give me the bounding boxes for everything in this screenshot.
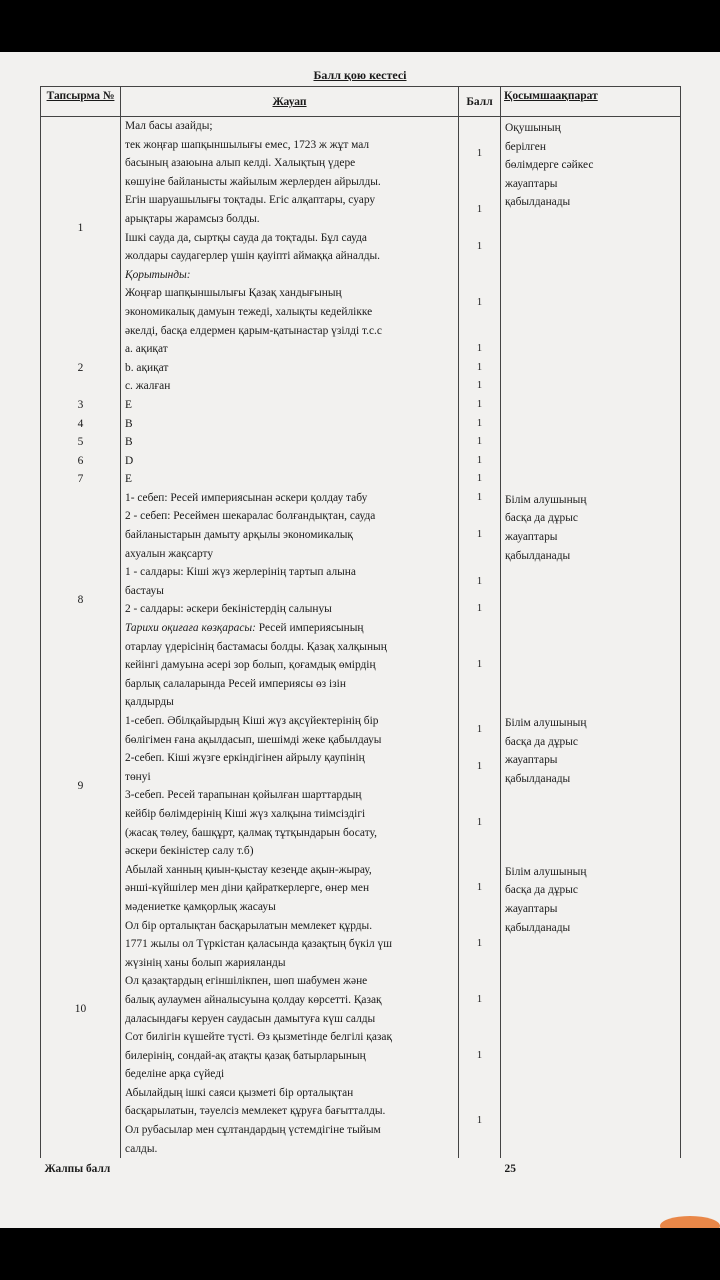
table-row xyxy=(41,489,681,508)
answer-line: кейбір бөлімдерінің Кіші жүз халқына тиімсіздігі xyxy=(125,807,366,820)
answer-line: 3-себеп. Ресей тарапынан қойылған шарттардың xyxy=(125,789,362,802)
answer-line: экономикалық дамуын тежеді, халықты кедейлікке xyxy=(125,305,373,318)
answer-line: 1 - салдары: Кіші жүз жерлерінің тартып алына xyxy=(125,566,356,579)
score-cell: 1 xyxy=(459,359,501,378)
table-row xyxy=(41,117,681,192)
extra-info-line: Білім алушының xyxy=(505,865,587,878)
answer-line: салды. xyxy=(125,1142,158,1155)
answer-line: ахуалын жақсарту xyxy=(125,547,214,560)
total-value: 25 xyxy=(504,1163,516,1176)
answer-line: билерінің, сондай-ақ атақты қазақ батырларының xyxy=(125,1049,366,1062)
score-cell: 1 xyxy=(459,1084,501,1158)
answer-line: Ол рубасылар мен сұлтандардың үстемдігіне тыйым xyxy=(125,1124,381,1137)
table-row xyxy=(41,712,681,749)
extra-info-line: басқа да дұрыс xyxy=(505,512,578,525)
score-cell: 1 xyxy=(459,117,501,192)
answer-line: E xyxy=(125,398,132,411)
task-number: 7 xyxy=(41,470,121,489)
answer-line: D xyxy=(125,454,134,467)
extra-info-line: жауаптары xyxy=(505,754,558,767)
answer-line: Егін шаруашылығы тоқтады. Егіс алқаптары, суару xyxy=(125,194,376,207)
answer-line: B xyxy=(125,417,133,430)
answer-line: Ол бір орталықтан басқарылатын мемлекет құрды. xyxy=(125,919,373,932)
answer-cell xyxy=(121,340,459,359)
score-cell: 1 xyxy=(459,229,501,266)
task-number: 3 xyxy=(41,396,121,415)
extra-info-cell xyxy=(501,117,681,489)
answer-line: 1771 жылы ол Түркістан қаласында қазақтың бүкіл үш xyxy=(125,938,393,951)
answer-line: жолдары саудагерлер үшін қауіпті аймаққа айналды. xyxy=(125,250,380,263)
answer-cell xyxy=(121,600,459,619)
answer-line: Жоңғар шапқыншылығы Қазақ хандығының xyxy=(125,287,342,300)
answer-cell xyxy=(121,712,459,749)
extra-info-line: Оқушының xyxy=(505,122,561,134)
answer-line: жүзінің ханы болып жарияланды xyxy=(125,956,286,969)
task-number: 8 xyxy=(41,489,121,712)
answer-line: B xyxy=(125,436,133,449)
answer-line: Абылай ханның қиын-қыстау кезеңде ақын-жырау, xyxy=(125,863,372,876)
italic-prefix: Тарихи оқиғаға көзқарасы: xyxy=(125,622,256,635)
score-cell: 1 xyxy=(459,415,501,434)
answer-line: бөлігімен ғана ақылдасып, шешімді жеке қабылдауы xyxy=(125,733,382,746)
answer-line: Ол қазақтардың егіншілікпен, шөп шабумен және xyxy=(125,975,368,988)
score-cell: 1 xyxy=(459,340,501,359)
extra-info-line: берілген xyxy=(505,140,546,153)
header-answer: Жауап xyxy=(121,87,459,117)
answer-line: балық аулаумен айналысуына қолдау көрсетті. Қазақ xyxy=(125,993,382,1006)
answer-line: Ішкі сауда да, сыртқы сауда да тоқтады. Бұл сауда xyxy=(125,231,367,244)
document-sheet xyxy=(0,52,720,1228)
answer-line: 1- себеп: Ресей империясынан әскери қолдау табу xyxy=(125,491,368,504)
answer-line: төнуі xyxy=(125,770,151,783)
answer-line: (жасақ төлеу, башқұрт, қалмақ тұтқындарын босату, xyxy=(125,826,377,839)
answer-cell xyxy=(121,470,459,489)
score-cell: 1 xyxy=(459,563,501,600)
score-cell: 1 xyxy=(459,619,501,712)
score-cell: 1 xyxy=(459,507,501,563)
answer-line: c. жалған xyxy=(125,380,171,393)
answer-line: беделіне арқа сүйеді xyxy=(125,1068,225,1081)
answer-cell xyxy=(121,359,459,378)
extra-info-cell xyxy=(501,712,681,861)
extra-info-line: қабылданады xyxy=(505,549,571,562)
answer-cell xyxy=(121,619,459,712)
answer-line: бастауы xyxy=(125,584,164,597)
answer-line-text: Ресей империясының xyxy=(255,622,364,635)
score-cell: 1 xyxy=(459,600,501,619)
answer-line: көшуіне байланысты жайылым жерлерден айрылды. xyxy=(125,175,381,188)
score-cell: 1 xyxy=(459,917,501,973)
answer-line: E xyxy=(125,473,132,486)
answer-cell xyxy=(121,861,459,917)
table-body xyxy=(41,117,681,1179)
header-row xyxy=(41,87,681,117)
score-cell: 1 xyxy=(459,712,501,749)
task-number: 6 xyxy=(41,452,121,471)
answer-line: арықтары жарамсыз болды. xyxy=(125,212,260,225)
answer-line: b. ақиқат xyxy=(125,361,169,374)
answer-line: қалдырды xyxy=(125,696,174,709)
header-task: Тапсырма № xyxy=(41,87,121,117)
answer-line: әскери бекіністер салу т.б) xyxy=(125,845,254,858)
answer-line: 1-себеп. Әбілқайырдың Кіші жүз ақсүйектерінің бір xyxy=(125,715,379,727)
answer-cell xyxy=(121,396,459,415)
header-extra: Қосымшаақпарат xyxy=(501,87,681,117)
answer-cell xyxy=(121,507,459,563)
answer-line: Мал басы азайды; xyxy=(125,120,213,132)
answer-line: мәдениетке қамқорлық жасауы xyxy=(125,900,276,913)
task-number: 4 xyxy=(41,415,121,434)
extra-info-line: басқа да дұрыс xyxy=(505,735,578,748)
score-cell: 1 xyxy=(459,377,501,396)
extra-info-cell xyxy=(501,861,681,1159)
extra-info-line: басқа да дұрыс xyxy=(505,884,578,897)
answer-cell xyxy=(121,377,459,396)
score-cell: 1 xyxy=(459,452,501,471)
table-row xyxy=(41,861,681,917)
answer-line: a. ақиқат xyxy=(125,343,168,356)
extra-info-line: қабылданады xyxy=(505,772,571,785)
answer-line: тек жоңғар шапқыншылығы емес, 1723 ж жұт мал xyxy=(125,138,370,151)
answer-cell xyxy=(121,563,459,600)
footer-row xyxy=(41,1158,681,1179)
extra-info-line: жауаптары xyxy=(505,177,558,190)
answer-cell xyxy=(121,786,459,860)
task-number: 9 xyxy=(41,712,121,861)
answer-line: байланыстарын дамыту арқылы экономикалық xyxy=(125,529,353,542)
header-score: Балл xyxy=(459,87,501,117)
score-cell: 1 xyxy=(459,786,501,860)
score-cell: 1 xyxy=(459,1028,501,1084)
score-cell: 1 xyxy=(459,191,501,228)
answer-line: 2 - салдары: әскери бекіністердің салынуы xyxy=(125,603,332,616)
score-cell: 1 xyxy=(459,470,501,489)
answer-cell xyxy=(121,917,459,973)
answer-line: Сот билігін күшейте түсті. Өз қызметінде белгілі қазақ xyxy=(125,1031,392,1044)
table-title: Балл қою кестесі xyxy=(313,68,407,82)
score-cell: 1 xyxy=(459,861,501,917)
answer-cell xyxy=(121,489,459,508)
answer-cell xyxy=(121,749,459,786)
extra-info-line: Білім алушының xyxy=(505,717,587,729)
answer-line: отарлау үдерісінің бастамасы болды. Қазақ халқының xyxy=(125,640,387,653)
answer-line: 2-себеп. Кіші жүзге еркіндігінен айрылу қаупінің xyxy=(125,752,365,765)
answer-line: Қорытынды: xyxy=(125,268,191,281)
score-cell: 1 xyxy=(459,749,501,786)
answer-line: Абылайдың ішкі саяси қызметі бір орталықтан xyxy=(125,1086,354,1099)
corner-glow xyxy=(660,1216,720,1228)
answer-cell xyxy=(121,191,459,228)
score-cell: 1 xyxy=(459,396,501,415)
task-number: 1 xyxy=(41,117,121,341)
answer-cell xyxy=(121,452,459,471)
answer-line: кейінгі дамуына әсері зор болып, қоғамдық өмірдің xyxy=(125,659,376,672)
score-cell: 1 xyxy=(459,433,501,452)
score-cell: 1 xyxy=(459,489,501,508)
extra-info-line: Білім алушының xyxy=(505,493,587,506)
answer-cell xyxy=(121,266,459,340)
answer-cell xyxy=(121,972,459,1028)
task-number: 2 xyxy=(41,340,121,396)
extra-info-line: жауаптары xyxy=(505,902,558,915)
answer-line: даласындағы керуен саудасын дамытуға күш салды xyxy=(125,1012,376,1025)
extra-info-line: бөлімдерге сәйкес xyxy=(505,159,594,172)
extra-info-line: қабылданады xyxy=(505,921,571,934)
answer-line xyxy=(125,619,454,638)
score-cell: 1 xyxy=(459,972,501,1028)
extra-info-line: қабылданады xyxy=(505,196,571,209)
total-label: Жалпы балл xyxy=(44,1163,111,1176)
answer-cell xyxy=(121,433,459,452)
answer-cell xyxy=(121,117,459,192)
score-table xyxy=(40,86,681,1179)
answer-cell xyxy=(121,229,459,266)
answer-line: 2 - себеп: Ресеймен шекаралас болғандықтан, сауда xyxy=(125,510,376,523)
answer-line: басының азаюына алып келді. Халықтың үдере xyxy=(125,157,356,170)
extra-info-line: жауаптары xyxy=(505,531,558,544)
task-number: 10 xyxy=(41,861,121,1159)
total-spacer xyxy=(459,1158,501,1179)
score-cell: 1 xyxy=(459,266,501,340)
answer-line: әнші-күйшілер мен діни қайраткерлерге, өнер мен xyxy=(125,882,370,895)
answer-cell xyxy=(121,1084,459,1158)
answer-line: басқарылатын, тәуелсіз мемлекет құруға бағытталды. xyxy=(125,1105,386,1118)
answer-cell xyxy=(121,1028,459,1084)
task-number: 5 xyxy=(41,433,121,452)
extra-info-cell xyxy=(501,489,681,712)
answer-line: әкелді, басқа елдермен қарым-қатынастар үзілді т.с.с xyxy=(125,324,382,337)
answer-line: барлық салаларында Ресей империясы өз ізін xyxy=(125,677,346,690)
answer-cell xyxy=(121,415,459,434)
